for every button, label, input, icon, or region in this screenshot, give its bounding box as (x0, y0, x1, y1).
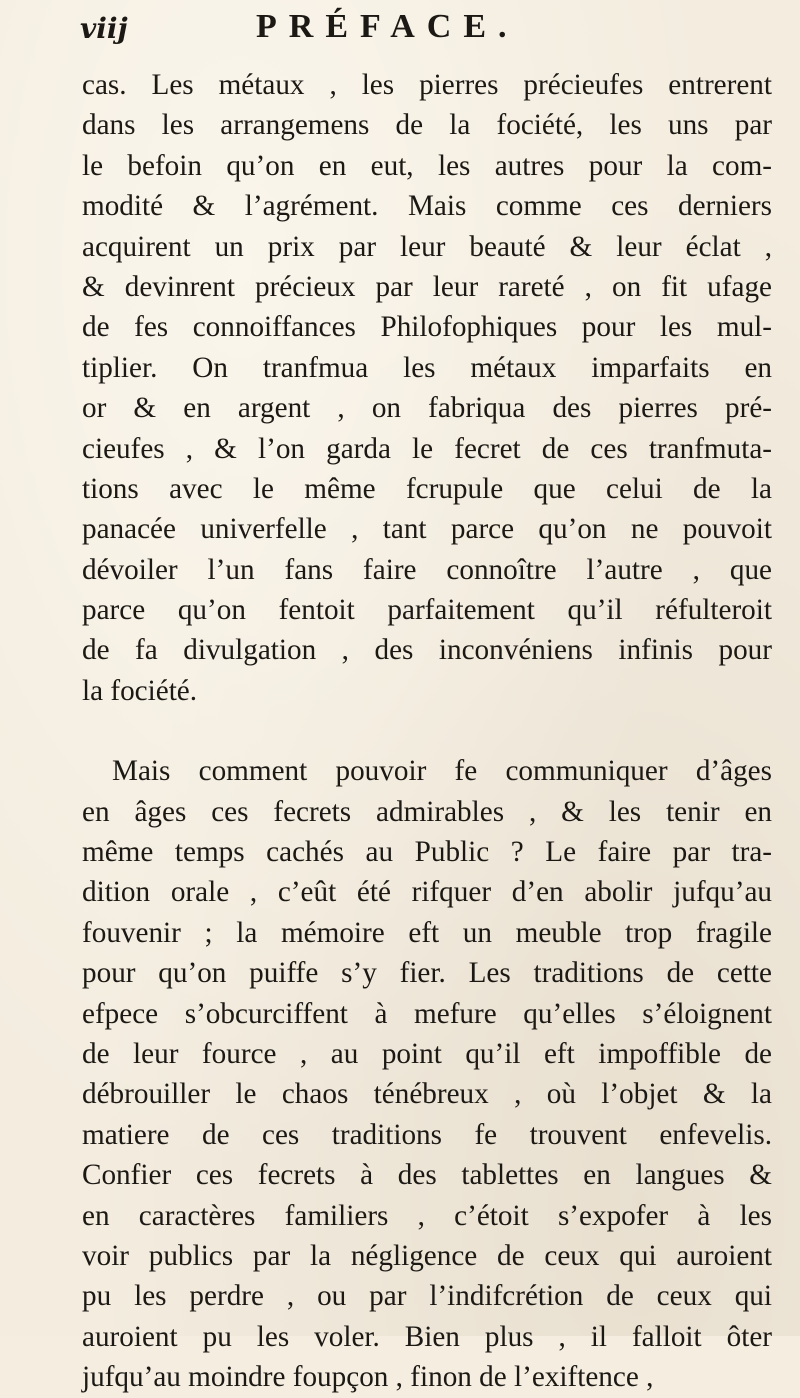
text-line: parce qu’on fentoit parfaitement qu’il réfulteroit (82, 594, 772, 627)
text-line: & devinrent précieux par leur rareté , on fit ufage (82, 270, 772, 303)
paragraph (82, 65, 772, 711)
text-line: cas. Les métaux , les pierres précieufes entrerent (82, 69, 772, 101)
text-line: matiere de ces traditions fe trouvent enfevelis. (82, 1118, 772, 1151)
running-head (80, 8, 770, 52)
text-line: dévoiler l’un fans faire connoître l’autre , que (82, 553, 772, 586)
text-line: jufqu’au moindre foupçon , finon de l’exiftence , (82, 1361, 654, 1394)
text-line: le befoin qu’on en eut, les autres pour la com- (82, 149, 772, 182)
text-line: cieufes , & l’on garda le fecret de ces tranfmuta- (82, 432, 772, 465)
text-line: modité & l’agrément. Mais comme ces derniers (82, 190, 772, 223)
text-line: auroient pu les voler. Bien plus , il falloit ôter (82, 1320, 772, 1353)
running-title: PRÉFACE. (256, 8, 519, 45)
text-line: fouvenir ; la mémoire eft un meuble trop fragile (82, 916, 772, 949)
text-line: débrouiller le chaos ténébreux , où l’objet & la (82, 1078, 772, 1111)
text-line: tions avec le même fcrupule que celui de la (82, 472, 772, 505)
body-text (82, 65, 772, 1398)
text-line: voir publics par la négligence de ceux qui auroient (82, 1239, 772, 1272)
text-line: efpece s’obcurciffent à mefure qu’elles s’éloignent (82, 997, 772, 1030)
text-line: de leur fource , au point qu’il eft impoffible de (82, 1037, 772, 1070)
text-line: or & en argent , on fabriqua des pierres pré- (82, 392, 772, 425)
text-line: la fociété. (82, 674, 198, 707)
text-line: Mais comment pouvoir fe communiquer d’âges (112, 755, 772, 788)
paragraph-break (82, 711, 772, 751)
text-line: tiplier. On tranfmua les métaux imparfaits en (82, 351, 772, 384)
text-line: de fa divulgation , des inconvéniens infinis pour (82, 634, 772, 667)
text-line: de fes connoiffances Philofophiques pour les mul- (82, 311, 772, 344)
page-number: viij (80, 12, 128, 45)
text-line: dition orale , c’eût été rifquer d’en abolir jufqu’au (82, 876, 772, 909)
text-line: même temps cachés au Public ? Le faire par tra- (82, 836, 772, 869)
paragraph (82, 751, 772, 1397)
text-line: en caractères familiers , c’étoit s’expofer à les (82, 1199, 772, 1232)
text-line: acquirent un prix par leur beauté & leur éclat , (82, 230, 772, 263)
text-line: panacée univerfelle , tant parce qu’on ne pouvoit (82, 513, 772, 546)
text-line: dans les arrangemens de la fociété, les uns par (82, 109, 772, 142)
text-line: en âges ces fecrets admirables , & les tenir en (82, 795, 772, 828)
text-line: Confier ces fecrets à des tablettes en langues & (82, 1159, 772, 1192)
text-line: pu les perdre , ou par l’indifcrétion de ceux qui (82, 1280, 772, 1313)
text-line: pour qu’on puiffe s’y fier. Les traditions de cette (82, 957, 772, 990)
